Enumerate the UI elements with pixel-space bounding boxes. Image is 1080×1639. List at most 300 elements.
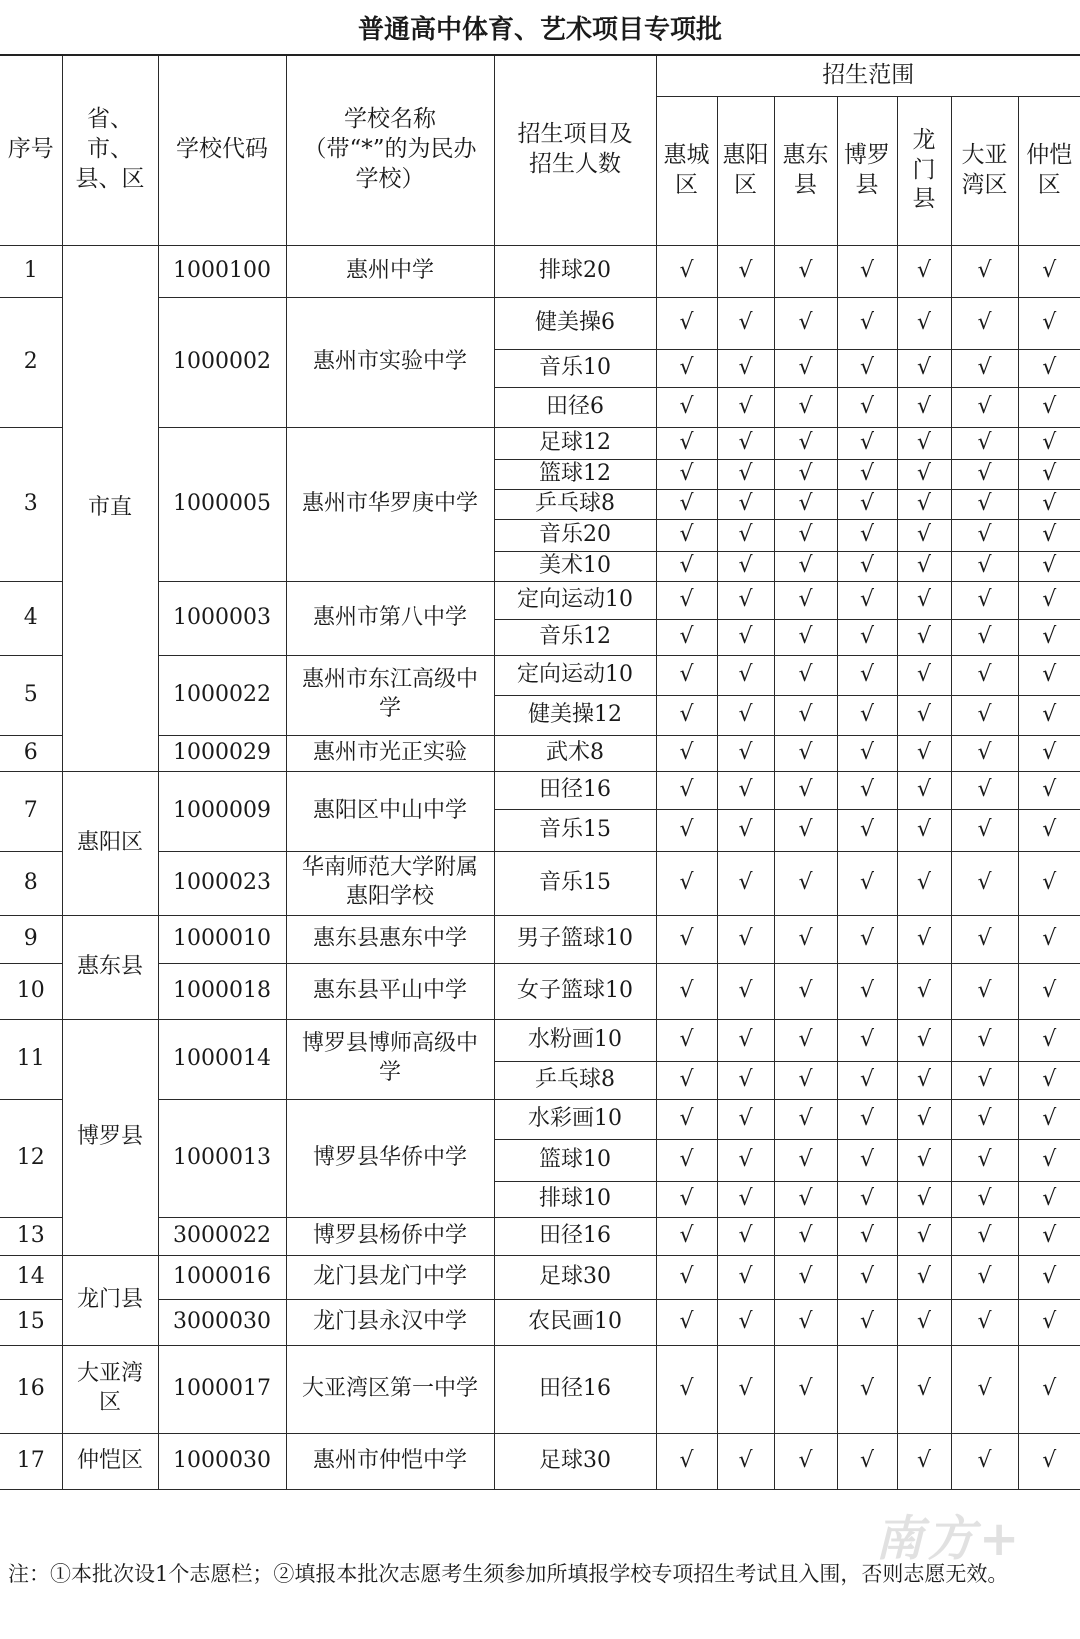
check-mark-icon: √ xyxy=(656,1299,717,1345)
cell-program: 排球10 xyxy=(494,1181,656,1217)
check-mark-icon: √ xyxy=(837,963,897,1019)
check-mark-icon: √ xyxy=(897,551,951,581)
check-mark-icon: √ xyxy=(837,1139,897,1181)
check-mark-icon: √ xyxy=(951,297,1018,349)
cell-program: 音乐12 xyxy=(494,619,656,655)
check-mark-icon: √ xyxy=(1018,619,1080,655)
table-row xyxy=(0,963,1080,1019)
check-mark-icon: √ xyxy=(717,1061,774,1099)
table-row xyxy=(0,1299,1080,1345)
check-mark-icon: √ xyxy=(951,1181,1018,1217)
check-mark-icon: √ xyxy=(656,1019,717,1061)
check-mark-icon: √ xyxy=(1018,771,1080,809)
check-mark-icon: √ xyxy=(951,387,1018,427)
check-mark-icon: √ xyxy=(897,489,951,519)
check-mark-icon: √ xyxy=(1018,519,1080,551)
check-mark-icon: √ xyxy=(951,735,1018,771)
check-mark-icon: √ xyxy=(897,809,951,851)
check-mark-icon: √ xyxy=(774,519,837,551)
check-mark-icon: √ xyxy=(717,1433,774,1489)
check-mark-icon: √ xyxy=(717,1217,774,1255)
check-mark-icon: √ xyxy=(951,695,1018,735)
check-mark-icon: √ xyxy=(837,519,897,551)
check-mark-icon: √ xyxy=(656,851,717,915)
check-mark-icon: √ xyxy=(951,519,1018,551)
check-mark-icon: √ xyxy=(656,1345,717,1433)
cell-school-code: 1000029 xyxy=(158,735,286,771)
table-row xyxy=(0,1345,1080,1433)
cell-seq: 12 xyxy=(0,1099,62,1217)
header-seq: 序号 xyxy=(0,56,62,245)
check-mark-icon: √ xyxy=(837,655,897,695)
cell-program: 音乐15 xyxy=(494,851,656,915)
check-mark-icon: √ xyxy=(717,519,774,551)
table-row xyxy=(0,1433,1080,1489)
check-mark-icon: √ xyxy=(897,1139,951,1181)
cell-seq: 3 xyxy=(0,427,62,581)
check-mark-icon: √ xyxy=(717,619,774,655)
check-mark-icon: √ xyxy=(951,809,1018,851)
table-row xyxy=(0,581,1080,619)
check-mark-icon: √ xyxy=(951,245,1018,297)
check-mark-icon: √ xyxy=(1018,387,1080,427)
table-row xyxy=(0,1217,1080,1255)
check-mark-icon: √ xyxy=(656,427,717,459)
check-mark-icon: √ xyxy=(1018,551,1080,581)
check-mark-icon: √ xyxy=(774,581,837,619)
check-mark-icon: √ xyxy=(774,809,837,851)
check-mark-icon: √ xyxy=(717,963,774,1019)
check-mark-icon: √ xyxy=(774,619,837,655)
check-mark-icon: √ xyxy=(837,1299,897,1345)
check-mark-icon: √ xyxy=(717,1181,774,1217)
check-mark-icon: √ xyxy=(897,1061,951,1099)
check-mark-icon: √ xyxy=(837,245,897,297)
check-mark-icon: √ xyxy=(656,551,717,581)
check-mark-icon: √ xyxy=(774,551,837,581)
table-row xyxy=(0,655,1080,695)
check-mark-icon: √ xyxy=(837,619,897,655)
table-row xyxy=(0,771,1080,809)
cell-seq: 14 xyxy=(0,1255,62,1299)
check-mark-icon: √ xyxy=(951,963,1018,1019)
check-mark-icon: √ xyxy=(656,1061,717,1099)
check-mark-icon: √ xyxy=(951,1433,1018,1489)
cell-school-code: 1000018 xyxy=(158,963,286,1019)
cell-school-name: 博罗县华侨中学 xyxy=(286,1099,494,1217)
cell-program: 音乐15 xyxy=(494,809,656,851)
check-mark-icon: √ xyxy=(717,1345,774,1433)
cell-seq: 1 xyxy=(0,245,62,297)
check-mark-icon: √ xyxy=(656,349,717,387)
check-mark-icon: √ xyxy=(837,349,897,387)
cell-program: 足球30 xyxy=(494,1433,656,1489)
cell-school-name: 惠州市光正实验 xyxy=(286,735,494,771)
check-mark-icon: √ xyxy=(656,1217,717,1255)
check-mark-icon: √ xyxy=(837,771,897,809)
check-mark-icon: √ xyxy=(897,771,951,809)
check-mark-icon: √ xyxy=(1018,489,1080,519)
check-mark-icon: √ xyxy=(837,387,897,427)
cell-program: 男子篮球10 xyxy=(494,915,656,963)
check-mark-icon: √ xyxy=(774,695,837,735)
check-mark-icon: √ xyxy=(717,551,774,581)
cell-program: 水粉画10 xyxy=(494,1019,656,1061)
header-code: 学校代码 xyxy=(158,56,286,245)
cell-seq: 4 xyxy=(0,581,62,655)
check-mark-icon: √ xyxy=(951,619,1018,655)
cell-program: 音乐10 xyxy=(494,349,656,387)
check-mark-icon: √ xyxy=(951,851,1018,915)
table-row xyxy=(0,245,1080,297)
check-mark-icon: √ xyxy=(774,1139,837,1181)
cell-school-code: 3000030 xyxy=(158,1299,286,1345)
cell-school-code: 1000009 xyxy=(158,771,286,851)
watermark-logo: 南方+ xyxy=(875,1511,1024,1567)
check-mark-icon: √ xyxy=(656,297,717,349)
cell-school-code: 1000014 xyxy=(158,1019,286,1099)
page-title: 普通高中体育、艺术项目专项批 xyxy=(0,0,1080,56)
check-mark-icon: √ xyxy=(1018,1433,1080,1489)
header-scope-col: 大亚湾区 xyxy=(951,96,1018,245)
check-mark-icon: √ xyxy=(1018,1139,1080,1181)
cell-program: 美术10 xyxy=(494,551,656,581)
check-mark-icon: √ xyxy=(897,519,951,551)
cell-program: 田径16 xyxy=(494,1217,656,1255)
cell-seq: 16 xyxy=(0,1345,62,1433)
cell-school-name: 惠州市东江高级中学 xyxy=(286,655,494,735)
table-row xyxy=(0,735,1080,771)
check-mark-icon: √ xyxy=(1018,1345,1080,1433)
cell-seq: 10 xyxy=(0,963,62,1019)
cell-seq: 17 xyxy=(0,1433,62,1489)
check-mark-icon: √ xyxy=(656,915,717,963)
check-mark-icon: √ xyxy=(774,1061,837,1099)
cell-district: 惠阳区 xyxy=(62,771,158,915)
cell-district: 博罗县 xyxy=(62,1019,158,1255)
cell-district: 仲恺区 xyxy=(62,1433,158,1489)
check-mark-icon: √ xyxy=(951,1139,1018,1181)
check-mark-icon: √ xyxy=(717,245,774,297)
check-mark-icon: √ xyxy=(951,1299,1018,1345)
check-mark-icon: √ xyxy=(897,1099,951,1139)
header-program: 招生项目及招生人数 xyxy=(494,56,656,245)
header-scope-col: 惠阳区 xyxy=(717,96,774,245)
check-mark-icon: √ xyxy=(1018,915,1080,963)
check-mark-icon: √ xyxy=(951,349,1018,387)
cell-seq: 15 xyxy=(0,1299,62,1345)
cell-school-code: 1000017 xyxy=(158,1345,286,1433)
check-mark-icon: √ xyxy=(656,489,717,519)
cell-school-name: 华南师范大学附属惠阳学校 xyxy=(286,851,494,915)
cell-program: 乒乓球8 xyxy=(494,1061,656,1099)
check-mark-icon: √ xyxy=(774,349,837,387)
cell-program: 足球30 xyxy=(494,1255,656,1299)
cell-school-name: 惠州市华罗庚中学 xyxy=(286,427,494,581)
check-mark-icon: √ xyxy=(717,695,774,735)
check-mark-icon: √ xyxy=(897,245,951,297)
check-mark-icon: √ xyxy=(774,655,837,695)
cell-school-code: 1000003 xyxy=(158,581,286,655)
cell-program: 篮球12 xyxy=(494,459,656,489)
check-mark-icon: √ xyxy=(717,427,774,459)
cell-program: 定向运动10 xyxy=(494,655,656,695)
header-scope-col: 仲恺区 xyxy=(1018,96,1080,245)
check-mark-icon: √ xyxy=(837,489,897,519)
check-mark-icon: √ xyxy=(656,519,717,551)
check-mark-icon: √ xyxy=(897,427,951,459)
check-mark-icon: √ xyxy=(897,1299,951,1345)
check-mark-icon: √ xyxy=(1018,1299,1080,1345)
table-row xyxy=(0,915,1080,963)
check-mark-icon: √ xyxy=(717,771,774,809)
check-mark-icon: √ xyxy=(897,735,951,771)
check-mark-icon: √ xyxy=(656,619,717,655)
check-mark-icon: √ xyxy=(951,489,1018,519)
header-scope-col: 惠东县 xyxy=(774,96,837,245)
cell-district: 市直 xyxy=(62,245,158,771)
check-mark-icon: √ xyxy=(897,1181,951,1217)
check-mark-icon: √ xyxy=(774,851,837,915)
cell-school-code: 1000013 xyxy=(158,1099,286,1217)
cell-school-name: 惠州市实验中学 xyxy=(286,297,494,427)
cell-school-name: 惠阳区中山中学 xyxy=(286,771,494,851)
cell-school-code: 1000005 xyxy=(158,427,286,581)
check-mark-icon: √ xyxy=(717,1099,774,1139)
check-mark-icon: √ xyxy=(774,1099,837,1139)
check-mark-icon: √ xyxy=(717,1255,774,1299)
cell-program: 篮球10 xyxy=(494,1139,656,1181)
table-row xyxy=(0,297,1080,349)
check-mark-icon: √ xyxy=(897,387,951,427)
check-mark-icon: √ xyxy=(951,771,1018,809)
cell-school-name: 博罗县博师高级中学 xyxy=(286,1019,494,1099)
cell-seq: 2 xyxy=(0,297,62,427)
check-mark-icon: √ xyxy=(951,1217,1018,1255)
cell-school-code: 1000100 xyxy=(158,245,286,297)
cell-school-code: 3000022 xyxy=(158,1217,286,1255)
check-mark-icon: √ xyxy=(1018,581,1080,619)
cell-seq: 5 xyxy=(0,655,62,735)
cell-school-name: 龙门县龙门中学 xyxy=(286,1255,494,1299)
cell-school-name: 惠州市仲恺中学 xyxy=(286,1433,494,1489)
check-mark-icon: √ xyxy=(951,1061,1018,1099)
cell-program: 田径16 xyxy=(494,1345,656,1433)
check-mark-icon: √ xyxy=(717,915,774,963)
cell-school-code: 1000016 xyxy=(158,1255,286,1299)
check-mark-icon: √ xyxy=(1018,427,1080,459)
cell-program: 健美操6 xyxy=(494,297,656,349)
check-mark-icon: √ xyxy=(897,1433,951,1489)
check-mark-icon: √ xyxy=(837,851,897,915)
check-mark-icon: √ xyxy=(1018,1061,1080,1099)
check-mark-icon: √ xyxy=(774,1019,837,1061)
check-mark-icon: √ xyxy=(774,245,837,297)
check-mark-icon: √ xyxy=(656,581,717,619)
check-mark-icon: √ xyxy=(774,1181,837,1217)
check-mark-icon: √ xyxy=(951,1099,1018,1139)
check-mark-icon: √ xyxy=(656,771,717,809)
check-mark-icon: √ xyxy=(717,297,774,349)
check-mark-icon: √ xyxy=(774,1255,837,1299)
check-mark-icon: √ xyxy=(656,1255,717,1299)
cell-seq: 8 xyxy=(0,851,62,915)
cell-seq: 11 xyxy=(0,1019,62,1099)
check-mark-icon: √ xyxy=(951,1345,1018,1433)
header-school: 学校名称（带“*”的为民办学校） xyxy=(286,56,494,245)
check-mark-icon: √ xyxy=(837,427,897,459)
check-mark-icon: √ xyxy=(656,1433,717,1489)
check-mark-icon: √ xyxy=(774,963,837,1019)
cell-program: 农民画10 xyxy=(494,1299,656,1345)
check-mark-icon: √ xyxy=(951,1019,1018,1061)
cell-program: 田径16 xyxy=(494,771,656,809)
check-mark-icon: √ xyxy=(717,349,774,387)
cell-district: 惠东县 xyxy=(62,915,158,1019)
cell-school-name: 博罗县杨侨中学 xyxy=(286,1217,494,1255)
cell-program: 水彩画10 xyxy=(494,1099,656,1139)
check-mark-icon: √ xyxy=(774,1433,837,1489)
check-mark-icon: √ xyxy=(717,735,774,771)
check-mark-icon: √ xyxy=(837,551,897,581)
cell-district: 龙门县 xyxy=(62,1255,158,1345)
cell-seq: 7 xyxy=(0,771,62,851)
check-mark-icon: √ xyxy=(656,809,717,851)
check-mark-icon: √ xyxy=(837,581,897,619)
table-row xyxy=(0,1255,1080,1299)
check-mark-icon: √ xyxy=(774,1299,837,1345)
cell-program: 音乐20 xyxy=(494,519,656,551)
check-mark-icon: √ xyxy=(774,297,837,349)
cell-district: 大亚湾区 xyxy=(62,1345,158,1433)
check-mark-icon: √ xyxy=(837,1061,897,1099)
check-mark-icon: √ xyxy=(1018,655,1080,695)
check-mark-icon: √ xyxy=(1018,735,1080,771)
check-mark-icon: √ xyxy=(897,581,951,619)
check-mark-icon: √ xyxy=(656,1099,717,1139)
header-district: 省、市、县、区 xyxy=(62,56,158,245)
check-mark-icon: √ xyxy=(951,427,1018,459)
check-mark-icon: √ xyxy=(897,1255,951,1299)
cell-school-code: 1000030 xyxy=(158,1433,286,1489)
check-mark-icon: √ xyxy=(774,489,837,519)
check-mark-icon: √ xyxy=(897,1019,951,1061)
check-mark-icon: √ xyxy=(774,771,837,809)
cell-school-name: 惠州市第八中学 xyxy=(286,581,494,655)
cell-seq: 13 xyxy=(0,1217,62,1255)
check-mark-icon: √ xyxy=(951,581,1018,619)
check-mark-icon: √ xyxy=(897,695,951,735)
cell-program: 女子篮球10 xyxy=(494,963,656,1019)
check-mark-icon: √ xyxy=(1018,963,1080,1019)
check-mark-icon: √ xyxy=(656,735,717,771)
check-mark-icon: √ xyxy=(837,1255,897,1299)
check-mark-icon: √ xyxy=(951,915,1018,963)
header-scope-col: 博罗县 xyxy=(837,96,897,245)
cell-seq: 9 xyxy=(0,915,62,963)
check-mark-icon: √ xyxy=(656,963,717,1019)
cell-program: 定向运动10 xyxy=(494,581,656,619)
check-mark-icon: √ xyxy=(656,245,717,297)
check-mark-icon: √ xyxy=(1018,1255,1080,1299)
header-scope-col: 龙门县 xyxy=(897,96,951,245)
check-mark-icon: √ xyxy=(656,655,717,695)
check-mark-icon: √ xyxy=(774,735,837,771)
check-mark-icon: √ xyxy=(717,459,774,489)
check-mark-icon: √ xyxy=(656,459,717,489)
check-mark-icon: √ xyxy=(897,1345,951,1433)
check-mark-icon: √ xyxy=(1018,459,1080,489)
check-mark-icon: √ xyxy=(897,349,951,387)
check-mark-icon: √ xyxy=(837,297,897,349)
cell-school-name: 惠州中学 xyxy=(286,245,494,297)
cell-program: 健美操12 xyxy=(494,695,656,735)
cell-school-name: 惠东县惠东中学 xyxy=(286,915,494,963)
cell-seq: 6 xyxy=(0,735,62,771)
check-mark-icon: √ xyxy=(774,387,837,427)
check-mark-icon: √ xyxy=(837,735,897,771)
cell-program: 乒乓球8 xyxy=(494,489,656,519)
check-mark-icon: √ xyxy=(1018,695,1080,735)
check-mark-icon: √ xyxy=(837,695,897,735)
cell-program: 排球20 xyxy=(494,245,656,297)
check-mark-icon: √ xyxy=(1018,297,1080,349)
table-row xyxy=(0,851,1080,915)
check-mark-icon: √ xyxy=(656,387,717,427)
check-mark-icon: √ xyxy=(837,1345,897,1433)
check-mark-icon: √ xyxy=(897,655,951,695)
check-mark-icon: √ xyxy=(897,1217,951,1255)
cell-school-name: 大亚湾区第一中学 xyxy=(286,1345,494,1433)
check-mark-icon: √ xyxy=(837,1019,897,1061)
check-mark-icon: √ xyxy=(656,695,717,735)
check-mark-icon: √ xyxy=(717,581,774,619)
check-mark-icon: √ xyxy=(774,1345,837,1433)
cell-school-code: 1000022 xyxy=(158,655,286,735)
cell-school-name: 惠东县平山中学 xyxy=(286,963,494,1019)
check-mark-icon: √ xyxy=(951,1255,1018,1299)
table-row xyxy=(0,1019,1080,1061)
check-mark-icon: √ xyxy=(656,1139,717,1181)
check-mark-icon: √ xyxy=(717,1299,774,1345)
check-mark-icon: √ xyxy=(837,459,897,489)
check-mark-icon: √ xyxy=(897,963,951,1019)
check-mark-icon: √ xyxy=(837,1099,897,1139)
check-mark-icon: √ xyxy=(951,459,1018,489)
check-mark-icon: √ xyxy=(897,297,951,349)
check-mark-icon: √ xyxy=(837,1181,897,1217)
check-mark-icon: √ xyxy=(774,1217,837,1255)
check-mark-icon: √ xyxy=(951,551,1018,581)
check-mark-icon: √ xyxy=(717,655,774,695)
table-row xyxy=(0,1099,1080,1139)
check-mark-icon: √ xyxy=(837,1217,897,1255)
cell-program: 足球12 xyxy=(494,427,656,459)
check-mark-icon: √ xyxy=(951,655,1018,695)
check-mark-icon: √ xyxy=(837,915,897,963)
check-mark-icon: √ xyxy=(774,427,837,459)
check-mark-icon: √ xyxy=(1018,349,1080,387)
cell-program: 武术8 xyxy=(494,735,656,771)
check-mark-icon: √ xyxy=(717,1139,774,1181)
cell-school-code: 1000002 xyxy=(158,297,286,427)
check-mark-icon: √ xyxy=(717,851,774,915)
cell-school-code: 1000010 xyxy=(158,915,286,963)
enrollment-table xyxy=(0,56,1080,1490)
footnote: 注：①本批次设1个志愿栏；②填报本批次志愿考生须参加所填报学校专项招生考试且入围，否则志愿无效。 xyxy=(8,1562,1009,1586)
check-mark-icon: √ xyxy=(897,619,951,655)
check-mark-icon: √ xyxy=(717,1019,774,1061)
